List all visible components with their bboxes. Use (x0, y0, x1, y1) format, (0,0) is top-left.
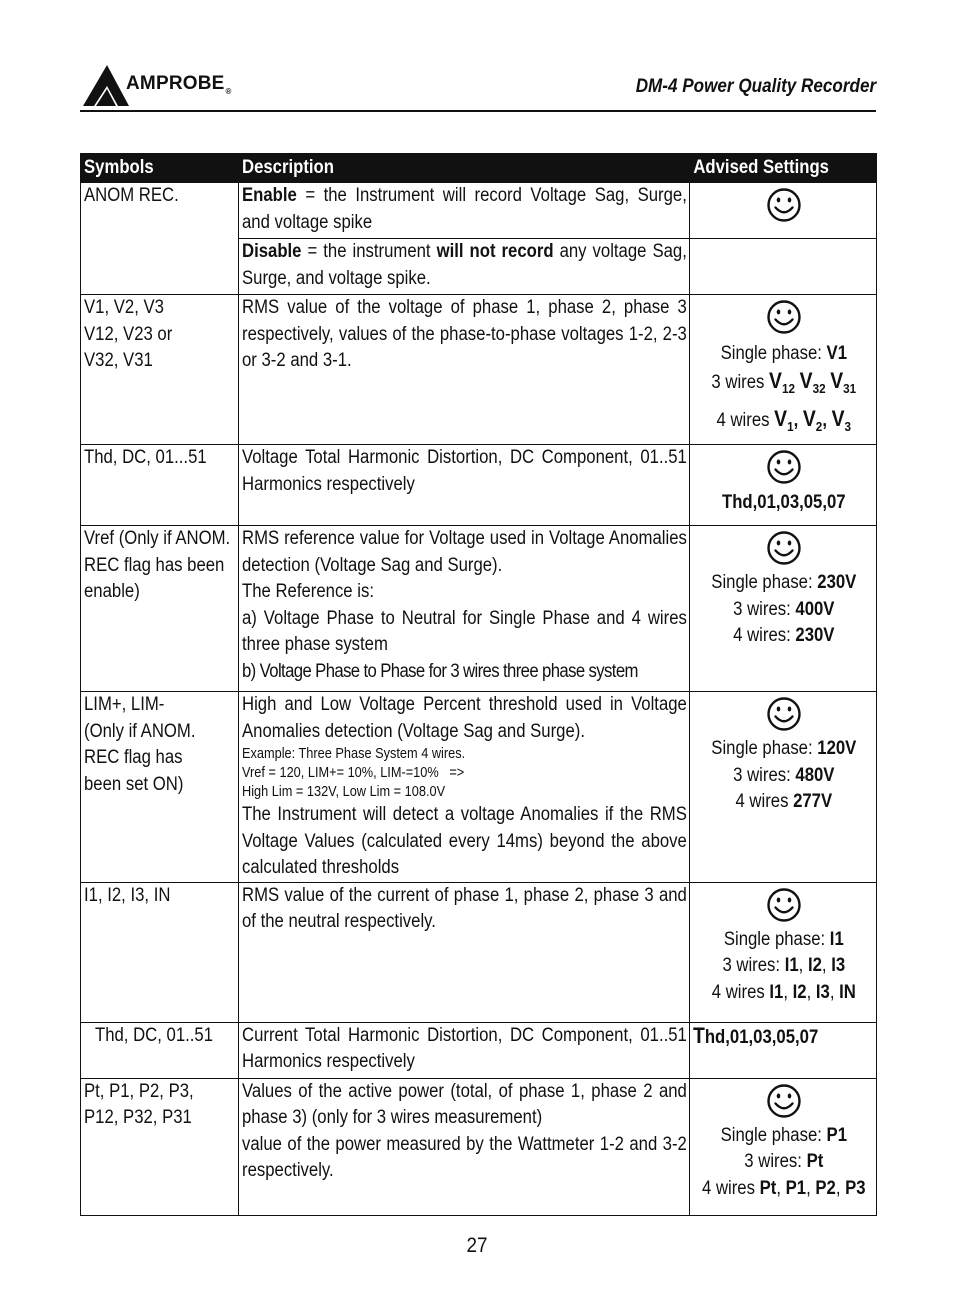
symbol-cell: Thd, DC, 01...51 (81, 445, 239, 526)
smiley-face-icon (766, 299, 802, 335)
table-row (81, 1022, 877, 1078)
description-cell: RMS value of the current of phase 1, phase 2, phase 3 and of the neutral respectively. (239, 882, 690, 1022)
amprobe-logo (80, 62, 232, 108)
symbol-cell: I1, I2, I3, IN (81, 882, 239, 1022)
column-header-symbols: Symbols (81, 154, 239, 183)
advised-cell: Thd,01,03,05,07 (690, 1022, 877, 1078)
document-title: DM-4 Power Quality Recorder (635, 76, 876, 97)
advised-cell-empty (690, 239, 877, 295)
amprobe-triangle-icon (80, 62, 130, 108)
symbol-cell: V1, V2, V3 V12, V23 or V32, V31 (81, 295, 239, 445)
advised-cell: Single phase: I1 3 wires: I1, I2, I3 4 wires I1, I2, I3, IN (690, 882, 877, 1022)
description-cell: RMS value of the voltage of phase 1, phase 2, phase 3 respectively, values of the phase-to-phase voltages 1-2, 2-3 or 3-2 and 3-1. (239, 295, 690, 445)
advised-cell: Thd,01,03,05,07 (690, 445, 877, 526)
symbol-cell: Thd, DC, 01..51 (81, 1022, 239, 1078)
smiley-face-icon (766, 187, 802, 223)
smiley-face-icon (766, 530, 802, 566)
advised-cell: Single phase: V1 3 wires $V_{12}$ $V_{32}$ $V_{31}$ 4 wires $V_1$, $V_2$, $V_3$ (690, 295, 877, 445)
advised-cell: Single phase: 120V 3 wires: 480V 4 wires 277V (690, 692, 877, 883)
symbol-cell: ANOM REC. (81, 183, 239, 295)
symbol-cell: Pt, P1, P2, P3, P12, P32, P31 (81, 1078, 239, 1215)
description-cell: Current Total Harmonic Distortion, DC Component, 01..51 Harmonics respectively (239, 1022, 690, 1078)
table-row (81, 692, 877, 883)
advised-cell: Single phase: 230V 3 wires: 400V 4 wires: 230V (690, 526, 877, 692)
advised-cell (690, 183, 877, 239)
table-row (81, 882, 877, 1022)
column-header-description: Description (239, 154, 690, 183)
description-cell: High and Low Voltage Percent threshold used in Voltage Anomalies detection (Voltage Sag and Surge). Example: Three Phase System 4 wires. Vref = 120, LIM+= 10%, LIM-=10% => High Lim = 132V, Low Lim = 108.0V The Instrument will detect a voltage Anomalies if the RMS Voltage Values (calculated every 14ms) beyond the above calculated thresholds (239, 692, 690, 883)
symbol-cell: Vref (Only if ANOM. REC flag has been enable) (81, 526, 239, 692)
smiley-face-icon (766, 449, 802, 485)
description-cell: Enable = the Instrument will record Voltage Sag, Surge, and voltage spike (239, 183, 690, 239)
brand-name: $AMPROBE_®$ (126, 73, 232, 96)
smiley-face-icon (766, 696, 802, 732)
page-header (80, 58, 876, 112)
smiley-face-icon (766, 1083, 802, 1119)
table-row (81, 183, 877, 239)
description-cell: Disable = the instrument will not record any voltage Sag, Surge, and voltage spike. (239, 239, 690, 295)
smiley-face-icon (766, 887, 802, 923)
settings-table (80, 153, 877, 1216)
table-row (81, 295, 877, 445)
description-cell: Voltage Total Harmonic Distortion, DC Component, 01..51 Harmonics respectively (239, 445, 690, 526)
description-cell: Values of the active power (total, of phase 1, phase 2 and phase 3) (only for 3 wires measurement) value of the power measured by the Wattmeter 1-2 and 3-2 respectively. (239, 1078, 690, 1215)
description-cell: RMS reference value for Voltage used in Voltage Anomalies detection (Voltage Sag and Surge). The Reference is: a) Voltage Phase to Neutral for Single Phase and 4 wires three phase system b) Voltage Phase to Phase for 3 wires three phase system (239, 526, 690, 692)
table-row (81, 445, 877, 526)
column-header-advised-settings: Advised Settings (690, 154, 877, 183)
advised-cell: Single phase: P1 3 wires: Pt 4 wires Pt, P1, P2, P3 (690, 1078, 877, 1215)
page-number: 27 (466, 1234, 488, 1257)
table-row (81, 1078, 877, 1215)
symbol-cell: LIM+, LIM- (Only if ANOM. REC flag has been set ON) (81, 692, 239, 883)
table-row (81, 526, 877, 692)
table-header-row (81, 154, 877, 183)
